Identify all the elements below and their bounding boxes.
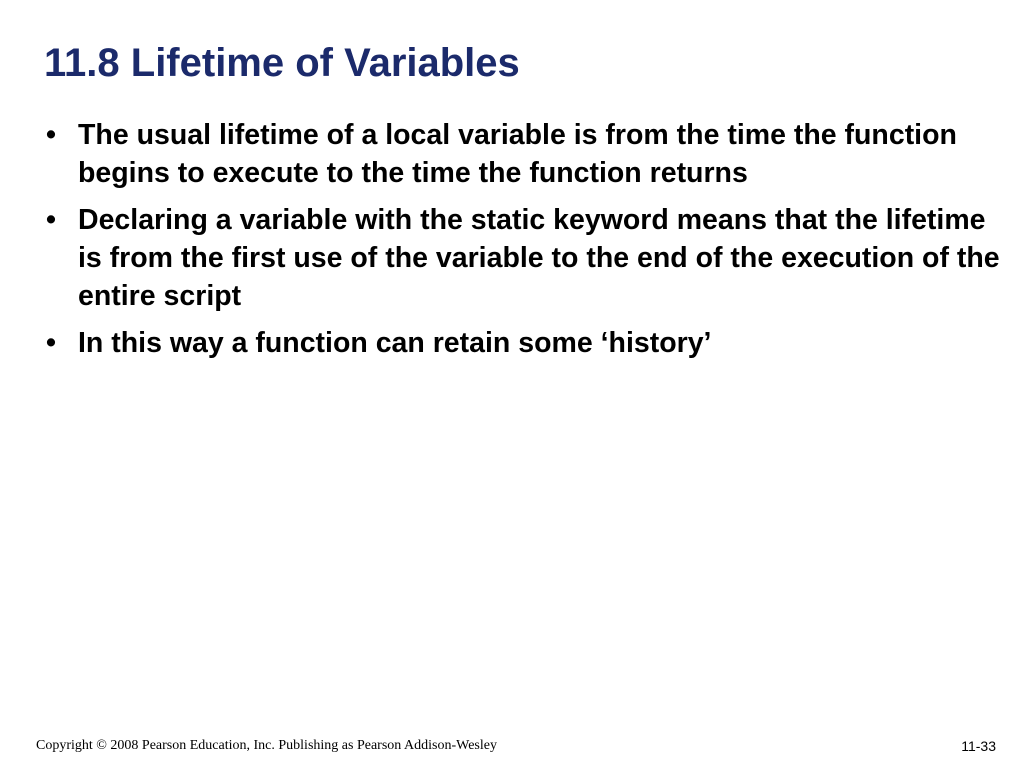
bullet-item xyxy=(44,324,1004,362)
bullet-text: Declaring a variable with the static keyword means that the lifetime is from the first use of the variable to the end of the execution of the entire script xyxy=(78,204,1000,312)
page-number: 11-33 xyxy=(961,738,996,754)
copyright-notice: Copyright © 2008 Pearson Education, Inc. Publishing as Pearson Addison-Wesley xyxy=(36,738,497,753)
bullet-text: In this way a function can retain some ‘history’ xyxy=(78,327,712,359)
bullet-dot-icon: • xyxy=(46,119,56,151)
bullet-text: The usual lifetime of a local variable is from the time the function begins to execute to the time the function returns xyxy=(78,119,957,189)
bullet-item xyxy=(44,116,1004,192)
bullet-item xyxy=(44,201,1004,315)
slide-footer xyxy=(0,734,1024,758)
bullet-dot-icon: • xyxy=(46,204,56,236)
slide-title: 11.8 Lifetime of Variables xyxy=(44,41,520,85)
bullet-dot-icon: • xyxy=(46,327,56,359)
bullet-list xyxy=(44,116,1004,371)
